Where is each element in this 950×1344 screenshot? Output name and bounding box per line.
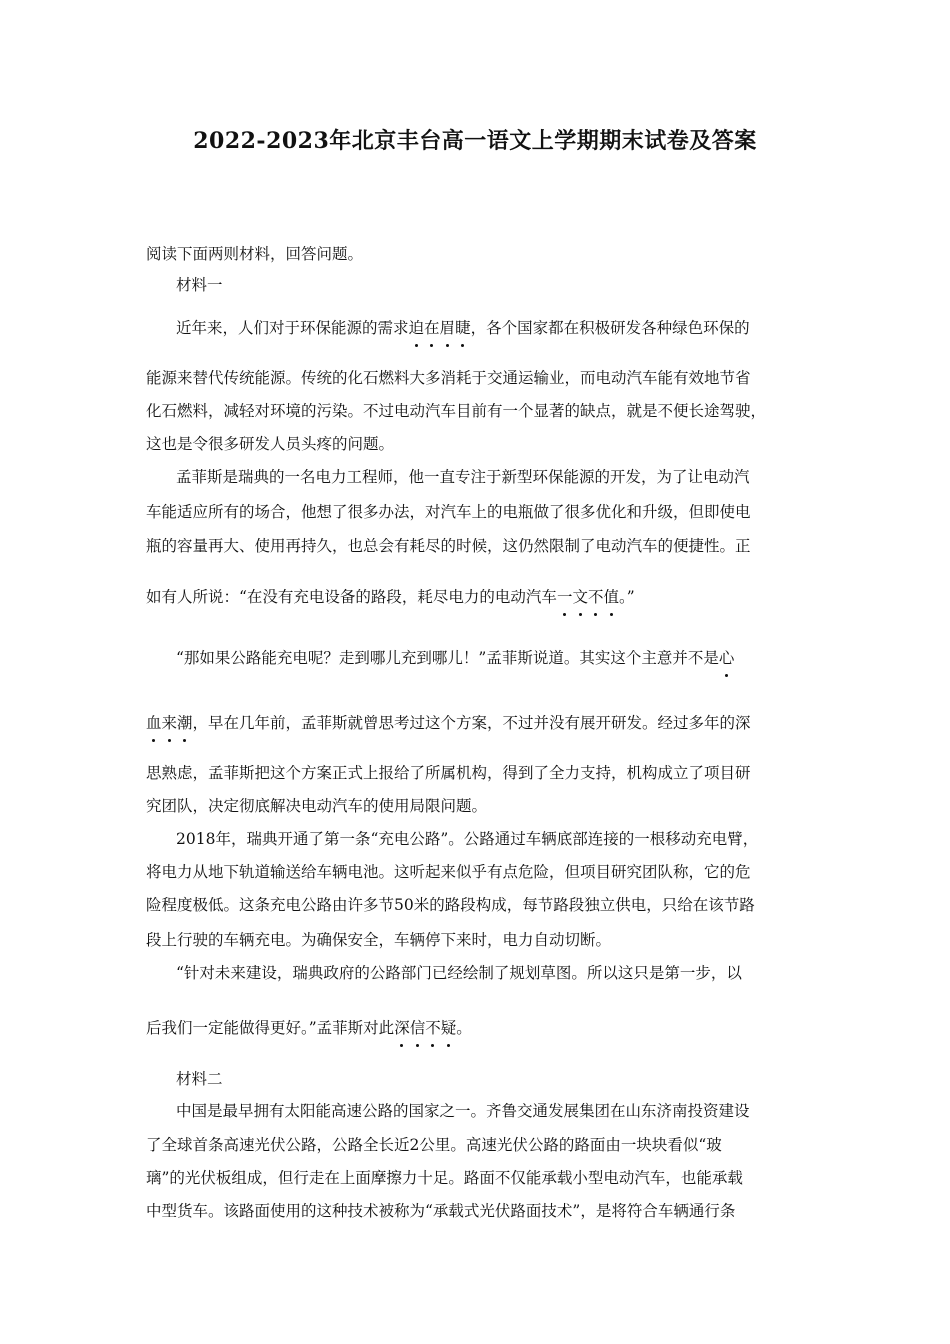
paragraph-3-line-2 [146,713,751,733]
paragraph-3-line-3: 思熟虑，孟菲斯把这个方案正式上报给了所属机构，得到了全力支持，机构成立了项目研 [146,764,751,782]
paragraph-3-line-1 [176,648,734,668]
material-two-label: 材料二 [176,1070,223,1088]
paragraph-4-line-4: 段上行驶的车辆充电。为确保安全，车辆停下来时，电力自动切断。 [146,931,612,949]
emphasized-char: 潮 [177,714,193,732]
emphasized-char: 迫 [408,319,425,337]
text-run: ，早在几年前，孟菲斯就曾思考过这个方案，不过并没有展开研发。经过多年的深 [192,714,751,732]
paragraph-6-line-2: 了全球首条高速光伏公路，公路全长近2公里。高速光伏公路的路面由一块块看似“玻 [146,1136,722,1154]
text-run: “那如果公路能充电呢？走到哪儿充到哪儿！”孟菲斯说道。其实这个主意并不是 [176,649,719,667]
paragraph-5-line-2 [146,1018,472,1038]
paragraph-6-line-1: 中国是最早拥有太阳能高速公路的国家之一。齐鲁交通发展集团在山东济南投资建设 [176,1102,750,1120]
emphasized-char: 心 [718,649,735,667]
emphasized-char: 不 [587,588,604,606]
emphasized-char: 不 [425,1019,441,1037]
paragraph-4-line-1: 2018年，瑞典开通了第一条“充电公路”。公路通过车辆底部连接的一根移动充电臂， [176,830,759,848]
text-run: 。 [456,1019,472,1037]
emphasized-char: 文 [572,588,588,606]
emphasized-char: 一 [556,588,573,606]
emphasized-char: 血 [146,714,162,732]
paragraph-2-line-4 [146,587,635,607]
emphasized-char: 在 [424,319,440,337]
text-run: 。” [619,588,635,606]
emphasized-char: 疑 [440,1019,457,1037]
emphasized-char: 值 [603,588,619,606]
emphasized-char: 信 [409,1019,426,1037]
paragraph-6-line-4: 中型货车。该路面使用的这种技术被称为“承载式光伏路面技术”，是将符合车辆通行条 [146,1202,736,1220]
paragraph-4-line-3: 险程度极低。这条充电公路由许多节50米的路段构成，每节路段独立供电，只给在该节路 [146,896,755,914]
emphasized-char: 眉 [439,319,456,337]
text-run: ，各个国家都在积极研发各种绿色环保的 [470,319,750,337]
text-run: 后我们一定能做得更好。”孟菲斯对此 [146,1019,395,1037]
paragraph-1-line-4: 这也是令很多研发人员头疼的问题。 [146,435,395,453]
emphasized-char: 来 [161,714,178,732]
paragraph-1-line-2: 能源来替代传统能源。传统的化石燃料大多消耗于交通运输业，而电动汽车能有效地节省 [146,369,751,387]
paragraph-2-line-2: 车能适应所有的场合，他想了很多办法，对汽车上的电瓶做了很多优化和升级，但即使电 [146,503,751,521]
paragraph-1-line-1 [176,318,750,338]
paragraph-1-line-3: 化石燃料，减轻对环境的污染。不过电动汽车目前有一个显著的缺点，就是不便长途驾驶， [146,402,767,420]
page-title: 2022-2023年北京丰台高一语文上学期期末试卷及答案 [193,128,757,154]
intro-text: 阅读下面两则材料，回答问题。 [146,245,364,263]
paragraph-2-line-3: 瓶的容量再大、使用再持久，也总会有耗尽的时候，这仍然限制了电动汽车的便捷性。正 [146,537,751,555]
material-one-label: 材料一 [176,276,223,294]
paragraph-3-line-4: 究团队，决定彻底解决电动汽车的使用局限问题。 [146,797,488,815]
paragraph-6-line-3: 璃”的光伏板组成，但行走在上面摩擦力十足。路面不仅能承载小型电动汽车，也能承载 [146,1169,743,1187]
paragraph-2-line-1: 孟菲斯是瑞典的一名电力工程师，他一直专注于新型环保能源的开发，为了让电动汽 [176,468,750,486]
emphasized-char: 深 [394,1019,410,1037]
paragraph-5-line-1: “针对未来建设，瑞典政府的公路部门已经绘制了规划草图。所以这只是第一步，以 [176,964,742,982]
text-run: 如有人所说：“在没有充电设备的路段，耗尽电力的电动汽车 [146,588,557,606]
emphasized-char: 睫 [455,319,471,337]
paragraph-4-line-2: 将电力从地下轨道输送给车辆电池。这听起来似乎有点危险，但项目研究团队称，它的危 [146,863,751,881]
text-run: 近年来，人们对于环保能源的需求 [176,319,409,337]
